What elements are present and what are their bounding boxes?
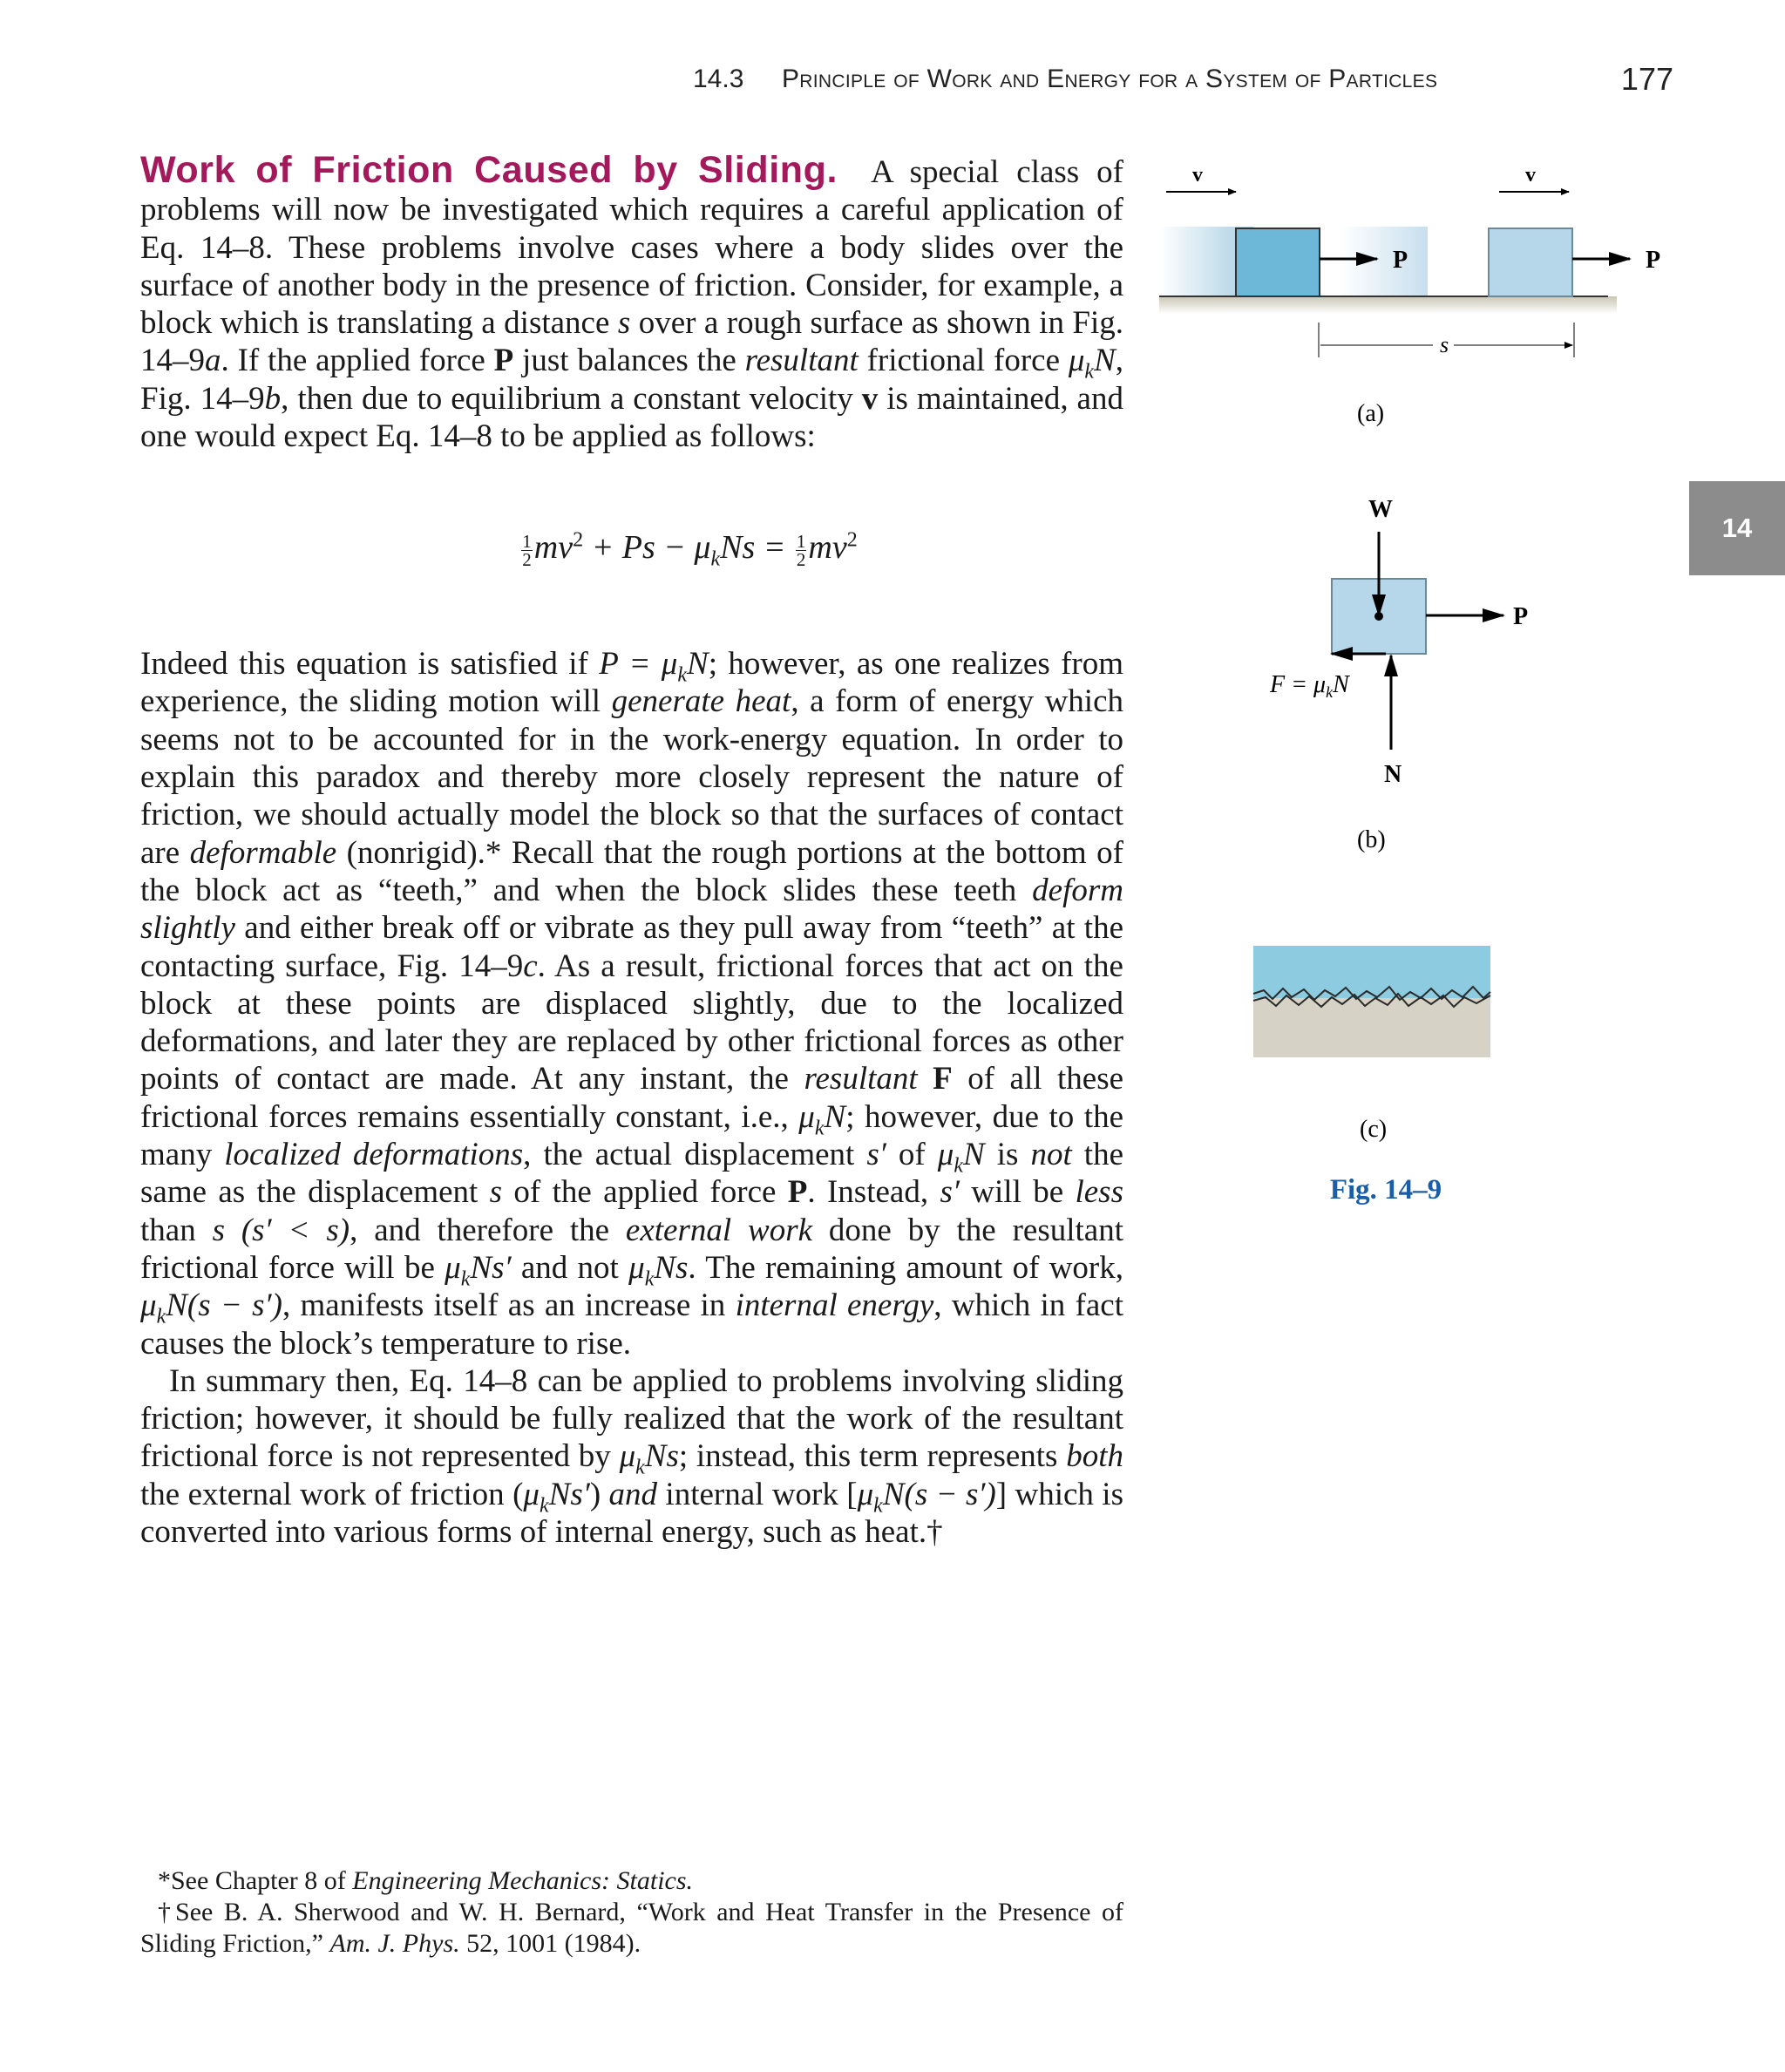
figure-caption: Fig. 14–9 <box>1329 1174 1442 1206</box>
label-a: (a) <box>1357 400 1385 427</box>
label-friction: $F = \mu_kN$ <box>1270 671 1349 701</box>
figure-part-b <box>1269 496 1528 853</box>
label-p-fbd: P <box>1513 603 1529 630</box>
block-initial <box>1236 228 1320 296</box>
fraction-half: $\frac{1}{2}$ <box>522 531 532 571</box>
section-title: Principle of Work and Energy for a System of Particles <box>782 65 1438 93</box>
chapter-tab: 14 <box>1689 481 1785 575</box>
footnote-1: *See Chapter 8 of Engineering Mechanics: Statics. <box>158 1866 694 1895</box>
block-final <box>1489 228 1572 296</box>
label-s: s <box>1440 332 1449 357</box>
page-number: 177 <box>1620 61 1673 97</box>
section-heading: Work of Friction Caused by Sliding. <box>140 149 838 191</box>
label-v-initial: v <box>1192 164 1203 187</box>
label-w: W <box>1368 496 1393 523</box>
motion-blur-right <box>1340 227 1428 302</box>
paragraph-3: In summary then, Eq. 14–8 can be applied to problems involving sliding friction; however, it should be fully realized that the work of the resultant frictional force is not represented by $\mu_kNs$; instead, this term represents both the external work of friction $(\mu_kNs')$ and internal work $[\mu_kN(s - s')]$ which is converted into various forms of internal energy, such as heat.† <box>140 1362 1123 1550</box>
figure-part-c <box>1253 946 1490 1143</box>
label-v-final: v <box>1525 164 1536 187</box>
rough-surface <box>1159 296 1617 314</box>
paragraph-1: Work of Friction Caused by Sliding. A special class of problems will now be investigated which requires a careful application of Eq. 14–8. These problems involve cases where a body slides over the surface of another body in the presence of friction. Consider, for example, a block which is translating a distance s over a rough surface as shown in Fig. 14–9a. If the applied force P just balances the resultant frictional force $\mu_kN$, Fig. 14–9b, then due to equilibrium a constant velocity v is maintained, and one would expect Eq. 14–8 to be applied as follows: <box>140 149 1124 455</box>
fraction-half-rhs: $\frac{1}{2}$ <box>796 531 806 571</box>
paragraph-2: Indeed this equation is satisfied if $P = \mu_kN$; however, as one realizes from experience, the sliding motion will generate heat, a form of energy which seems not to be accounted for in the work-energy equation. In order to explain this paradox and thereby more closely represent the nature of friction, we should actually model the block so that the surfaces of contact are deformable (nonrigid).* Recall that the rough portions at the bottom of the block act as “teeth,” and when the block slides these teeth deform slightly and either break off or vibrate as they pull away from “teeth” at the contacting surface, Fig. 14–9c. As a result, frictional forces that act on the block at these points are displaced slightly, due to the localized deformations, and later they are replaced by other frictional forces as other points of contact are made. At any instant, the resultant F of all these frictional forces remains essentially constant, i.e., $\mu_kN$; however, due to the many localized deformations, the actual displacement s′ of $\mu_kN$ is not the same as the displacement s of the applied force P. Instead, s′ will be less than s (s′ < s), and therefore the external work done by the resultant frictional force will be $\mu_kNs'$ and not $\mu_kNs$. The remaining amount of work, $\mu_kN(s - s')$, manifests itself as an increase in internal energy, which in fact causes the block’s temperature to rise. <box>140 646 1124 1362</box>
figure-svg <box>1150 148 1673 1229</box>
label-p-initial: P <box>1393 247 1408 274</box>
equation-work-energy: $\frac{1}{2}$ $mv^2 + Ps - \mu_kNs$ = $\frac{1}{2}$ $mv^2$ <box>522 528 858 571</box>
label-c: (c) <box>1360 1116 1388 1143</box>
running-header <box>693 61 1673 105</box>
figure-14-9 <box>1150 148 1673 1229</box>
figure-part-a <box>1159 164 1660 427</box>
section-number: 14.3 <box>693 65 744 93</box>
footnotes <box>140 1865 1123 1960</box>
footnote-2: †See B. A. Sherwood and W. H. Bernard, “Work and Heat Transfer in the Presence of Sliding Friction,” Am. J. Phys. 52, 1001 (1984). <box>140 1898 1123 1958</box>
label-n: N <box>1384 761 1402 788</box>
label-b: (b) <box>1357 826 1386 853</box>
contact-upper-body <box>1253 946 1490 998</box>
center-of-mass <box>1374 612 1383 621</box>
label-p-final: P <box>1646 247 1661 274</box>
main-text <box>140 149 1124 1551</box>
